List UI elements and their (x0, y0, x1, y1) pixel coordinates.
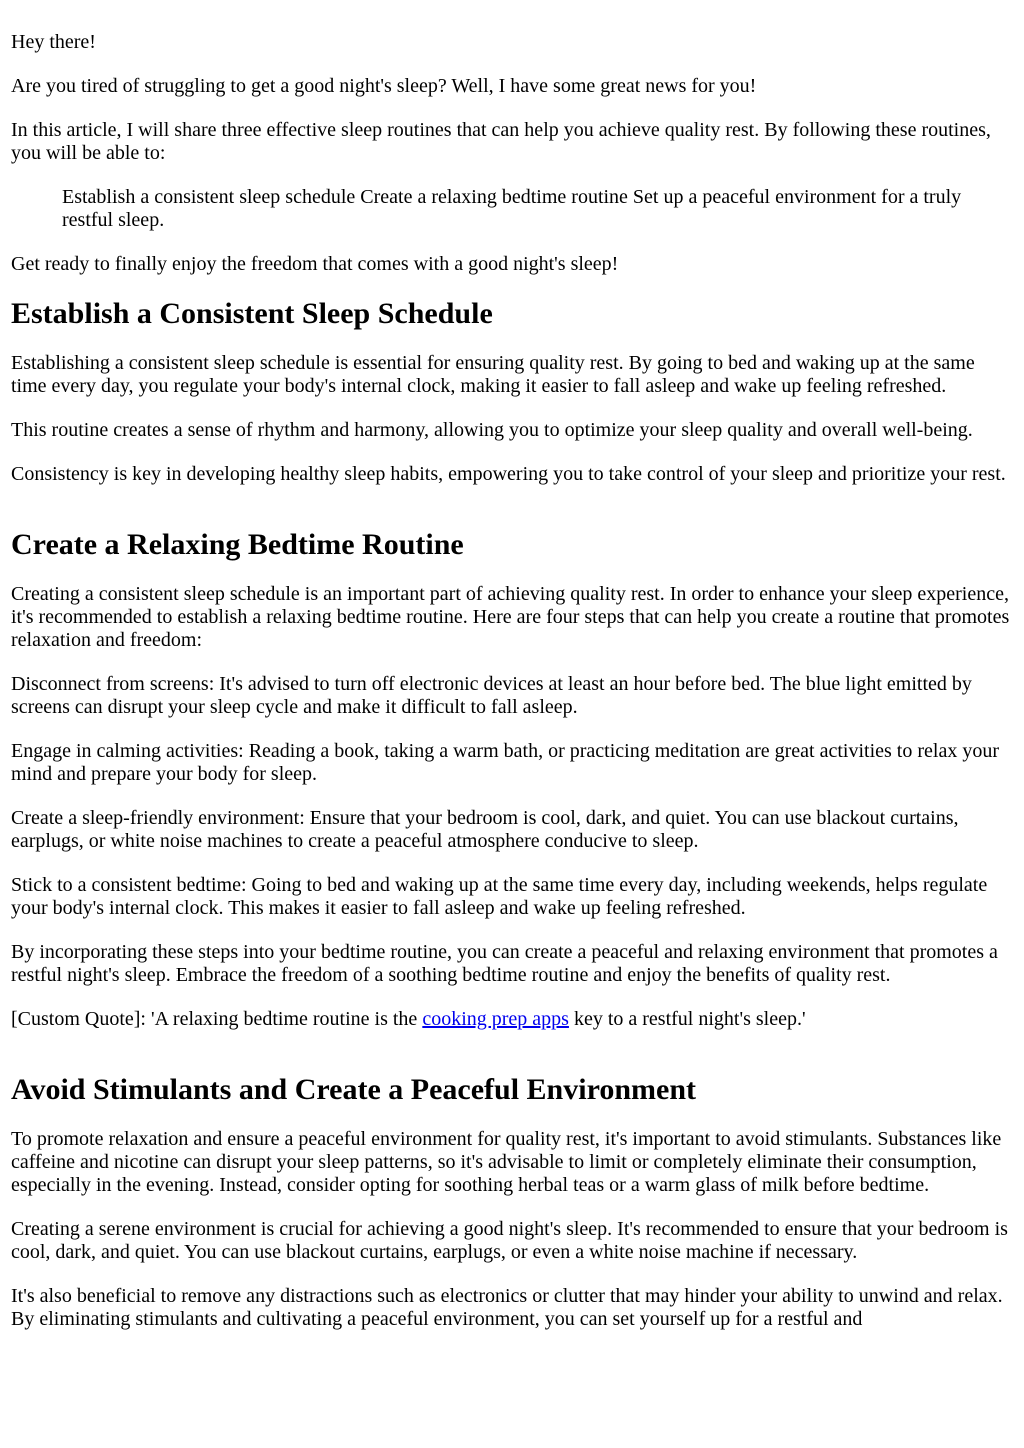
section2-step-environment: Create a sleep-friendly environment: Ensure that your bedroom is cool, dark, and quiet. You can use blackout curtains, earplugs, or white noise machines to create a peaceful atmosphere conducive to sleep. (11, 807, 959, 852)
section1-paragraph: Consistency is key in developing healthy sleep habits, empowering you to take control of your sleep and prioritize your rest. (11, 463, 1006, 485)
section1-paragraph: Establishing a consistent sleep schedule is essential for ensuring quality rest. By going to bed and waking up at the same time every day, you regulate your body's internal clock, making it easier to fall asleep and wake up feeling refreshed. (11, 352, 975, 397)
section2-paragraph: Creating a consistent sleep schedule is an important part of achieving quality rest. In order to enhance your sleep experience, it's recommended to establish a relaxing bedtime routine. Here are four steps that can help you create a routine that promotes relaxation and freedom: (11, 583, 1010, 651)
intro-quote: Establish a consistent sleep schedule Create a relaxing bedtime routine Set up a peaceful environment for a truly restful sleep. (62, 186, 962, 231)
custom-quote (11, 1008, 1013, 1031)
intro-closing: Get ready to finally enjoy the freedom that comes with a good night's sleep! (11, 253, 619, 275)
custom-quote-before: [Custom Quote]: 'A relaxing bedtime routine is the (11, 1008, 423, 1030)
section2-paragraph: By incorporating these steps into your bedtime routine, you can create a peaceful and relaxing environment that promotes a restful night's sleep. Embrace the freedom of a soothing bedtime routine and enjoy the benefits of quality rest. (11, 941, 998, 986)
intro-greeting: Hey there! (11, 31, 96, 53)
section3-paragraph: It's also beneficial to remove any distractions such as electronics or clutter that may hinder your ability to unwind and relax. By eliminating stimulants and cultivating a peaceful environment, you can set yourself up for a restful and (11, 1285, 1003, 1330)
intro-overview: In this article, I will share three effective sleep routines that can help you achieve quality rest. By following these routines, you will be able to: (11, 119, 991, 164)
section-heading-avoid-stimulants: Avoid Stimulants and Create a Peaceful Environment (11, 1073, 697, 1106)
section2-step-bedtime: Stick to a consistent bedtime: Going to bed and waking up at the same time every day, including weekends, helps regulate your body's internal clock. This makes it easier to fall asleep and wake up feeling refreshed. (11, 874, 988, 919)
custom-quote-after: key to a restful night's sleep.' (568, 1008, 806, 1030)
section-heading-bedtime-routine: Create a Relaxing Bedtime Routine (11, 528, 464, 561)
section2-step-calming: Engage in calming activities: Reading a book, taking a warm bath, or practicing meditation are great activities to relax your mind and prepare your body for sleep. (11, 740, 999, 785)
section-heading-sleep-schedule: Establish a Consistent Sleep Schedule (11, 297, 493, 330)
section2-step-disconnect: Disconnect from screens: It's advised to turn off electronic devices at least an hour before bed. The blue light emitted by screens can disrupt your sleep cycle and make it difficult to fall asleep. (11, 673, 972, 718)
cooking-prep-apps-link[interactable]: cooking prep apps (422, 1008, 569, 1030)
intro-hook: Are you tired of struggling to get a good night's sleep? Well, I have some great news for you! (11, 75, 757, 97)
section3-paragraph: To promote relaxation and ensure a peaceful environment for quality rest, it's important to avoid stimulants. Substances like caffeine and nicotine can disrupt your sleep patterns, so it's advisable to limit or completely eliminate their consumption, especially in the evening. Instead, consider opting for soothing herbal teas or a warm glass of milk before bedtime. (11, 1128, 1002, 1196)
section1-paragraph: This routine creates a sense of rhythm and harmony, allowing you to optimize your sleep quality and overall well-being. (11, 419, 973, 441)
section3-paragraph: Creating a serene environment is crucial for achieving a good night's sleep. It's recommended to ensure that your bedroom is cool, dark, and quiet. You can use blackout curtains, earplugs, or even a white noise machine if necessary. (11, 1218, 1008, 1263)
